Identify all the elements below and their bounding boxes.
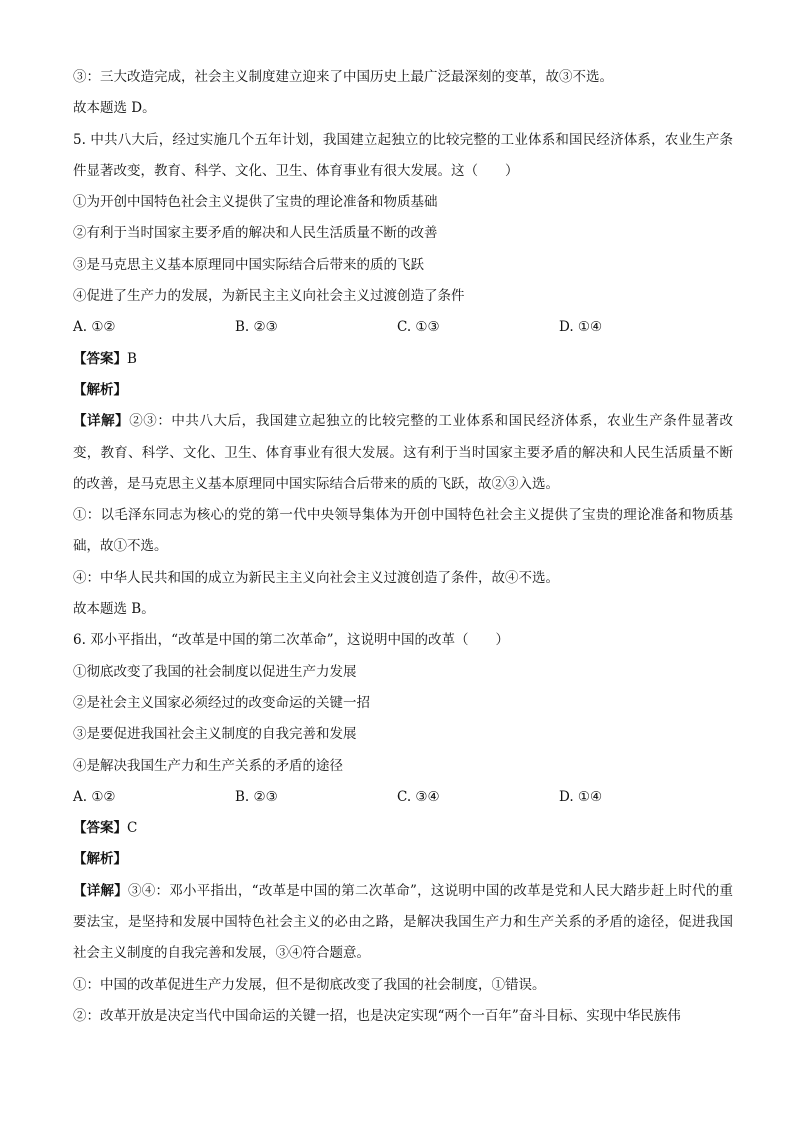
detail-text: ②③：中共八大后，我国建立起独立的比较完整的工业体系和国民经济体系，农业生产条件显著改变，教育、科学、文化、卫生、体育事业有很大发展。这有利于当时国家主要矛盾的解决和人民生活质量不断的改善，是马克思主义基本原理同中国实际结合后带来的质的飞跃，故②③入选。 — [73, 413, 734, 492]
q6-explanation-2: ②：改革开放是决定当代中国命运的关键一招，也是决定实现“两个一百年”奋斗目标、实现中华民族伟 — [73, 1007, 681, 1024]
answer-tag: 【答案】 — [73, 820, 127, 837]
q6-options — [73, 782, 733, 813]
q6-statement-2: ②是社会主义国家必须经过的改变命运的关键一招 — [73, 694, 370, 711]
answer-value: C — [127, 820, 138, 837]
detail-tag: 【详解】 — [73, 882, 128, 899]
q5-answer — [73, 344, 733, 375]
q6-option-d: D. ①④ — [559, 788, 603, 805]
q6-option-a: A. ①② — [73, 788, 116, 805]
answer-value: B — [127, 350, 137, 367]
q6-analysis-heading — [73, 844, 733, 875]
detail-tag: 【详解】 — [73, 413, 130, 430]
q6-detail — [73, 876, 733, 970]
q5-statement-3: ③是马克思主义基本原理同中国实际结合后带来的质的飞跃 — [73, 256, 424, 273]
analysis-tag: 【解析】 — [73, 851, 127, 868]
q5-statement-1: ①为开创中国特色社会主义提供了宝贵的理论准备和物质基础 — [73, 194, 438, 211]
q5-option-b: B. ②③ — [235, 319, 278, 336]
q5-option-d: D. ①④ — [559, 319, 603, 336]
q6-explanation-1: ①：中国的改革促进生产力发展，但不是彻底改变了我国的社会制度，①错误。 — [73, 976, 546, 993]
document-page — [73, 62, 733, 1032]
q5-explanation-1: ①：以毛泽东同志为核心的党的第一代中央领导集体为开创中国特色社会主义提供了宝贵的理论准备和物质基础，故①不选。 — [73, 507, 733, 555]
q5-option-c: C. ①③ — [397, 319, 440, 336]
q5-stem: 5. 中共八大后，经过实施几个五年计划，我国建立起独立的比较完整的工业体系和国民经济体系，农业生产条件显著改变，教育、科学、文化、卫生、体育事业有很大发展。这（ ） — [73, 131, 733, 179]
q5-statement-4: ④促进了生产力的发展，为新民主主义向社会主义过渡创造了条件 — [73, 288, 465, 305]
q6-statement-1: ①彻底改变了我国的社会制度以促进生产力发展 — [73, 663, 357, 680]
q6-statement-4: ④是解决我国生产力和生产关系的矛盾的途径 — [73, 757, 343, 774]
detail-text: ③④：邓小平指出，“改革是中国的第二次革命”，这说明中国的改革是党和人民大踏步赶上时代的重要法宝，是坚持和发展中国特色社会主义的必由之路，是解决我国生产力和生产关系的矛盾的途径，促进我国社会主义制度的自我完善和发展，③④符合题意。 — [73, 882, 733, 962]
q6-stem: 6. 邓小平指出，“改革是中国的第二次革命”，这说明中国的改革（ ） — [73, 632, 509, 649]
q5-statement-2: ②有利于当时国家主要矛盾的解决和人民生活质量不断的改善 — [73, 225, 438, 242]
prev-final-answer: 故本题选 D。 — [73, 100, 156, 117]
q5-explanation-4: ④：中华人民共和国的成立为新民主主义向社会主义过渡创造了条件，故④不选。 — [73, 569, 559, 586]
q5-final-answer: 故本题选 B。 — [73, 601, 155, 618]
prev-explanation-3: ③：三大改造完成，社会主义制度建立迎来了中国历史上最广泛最深刻的变革，故③不选。 — [73, 69, 613, 85]
analysis-tag: 【解析】 — [73, 381, 127, 398]
q5-option-a: A. ①② — [73, 319, 116, 336]
q6-answer — [73, 813, 733, 844]
q6-option-b: B. ②③ — [235, 788, 278, 805]
q5-options — [73, 312, 733, 343]
q5-analysis-heading — [73, 375, 733, 406]
q5-detail — [73, 406, 733, 500]
q6-statement-3: ③是要促进我国社会主义制度的自我完善和发展 — [73, 726, 357, 743]
answer-tag: 【答案】 — [73, 350, 127, 367]
q6-option-c: C. ③④ — [397, 788, 440, 805]
